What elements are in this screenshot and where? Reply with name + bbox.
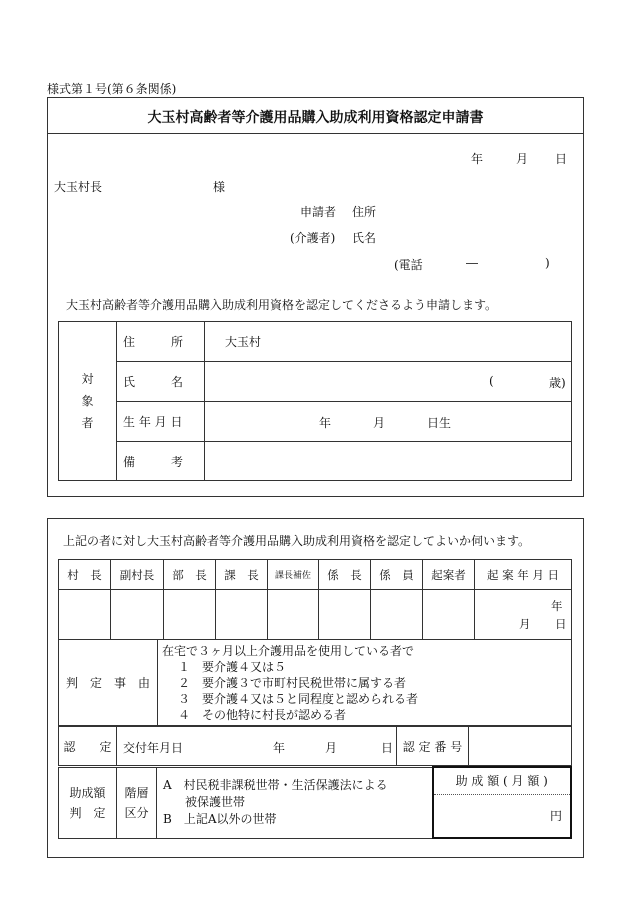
issue-day: 日 (381, 741, 394, 755)
judgment-item[interactable]: ２ 要介護３で市町村民税世帯に属する者 (178, 675, 407, 690)
tier-a-cont: 被保護世帯 (185, 795, 246, 809)
issue-year: 年 (273, 741, 286, 755)
subject-address-label: 住 所 (117, 322, 205, 362)
subject-table (58, 321, 572, 481)
approval-header: 副村長 (111, 560, 164, 590)
stamp-cell[interactable] (371, 590, 423, 640)
stamp-cell[interactable] (216, 590, 268, 640)
subject-char-2: 象 (81, 394, 94, 408)
form-number: 様式第１号(第６条関係) (47, 82, 177, 96)
date-day: 日 (555, 152, 568, 166)
stamp-cell[interactable] (268, 590, 319, 640)
approval-table (58, 559, 572, 640)
judgment-item[interactable]: ３ 要介護４又は５と同程度と認められる者 (178, 691, 419, 706)
subject-label-cell (59, 322, 117, 481)
draft-date-cell[interactable] (475, 590, 572, 640)
issue-date-label: 交付年月日 (123, 741, 184, 755)
issue-date-field[interactable] (117, 727, 397, 766)
subject-remarks-field[interactable] (205, 442, 572, 481)
judgment-item[interactable]: １ 要介護４又は５ (178, 659, 287, 674)
approval-header: 部 長 (164, 560, 216, 590)
stamp-cell[interactable] (423, 590, 475, 640)
phone-close: ) (545, 256, 550, 270)
phone-open: (電話 (394, 258, 423, 272)
approval-header: 起案者 (423, 560, 475, 590)
review-statement: 上記の者に対し大玉村高齢者等介護用品購入助成利用資格を認定してよいか伺います。 (63, 534, 531, 548)
subject-char-3: 者 (81, 416, 94, 430)
draft-year: 年 (551, 599, 563, 613)
approval-header: 係 員 (371, 560, 423, 590)
subject-address-value[interactable]: 大玉村 (205, 322, 572, 362)
approval-header: 課長補佐 (268, 560, 319, 590)
draft-day: 日 (555, 617, 567, 631)
subject-remarks-label: 備 考 (117, 442, 205, 481)
application-statement: 大玉村高齢者等介護用品購入助成利用資格を認定してくださるよう申請します。 (66, 298, 498, 312)
approval-date-table (58, 726, 572, 766)
date-month: 月 (516, 152, 529, 166)
judgment-intro: 在宅で３ヶ月以上介護用品を使用している者で (162, 643, 415, 658)
judgment-reasons (158, 640, 572, 726)
judgment-label: 判 定 事 由 (59, 640, 158, 726)
address-label: 住所 (352, 205, 377, 219)
approval-header: 係 長 (319, 560, 371, 590)
approval-header: 村 長 (59, 560, 111, 590)
phone-dash: ― (466, 256, 478, 270)
tier-b[interactable]: B 上記A以外の世帯 (163, 812, 277, 826)
tier-a[interactable]: A 村民税非課税世帯・生活保護法による (163, 778, 388, 792)
amount-unit: 円 (549, 809, 562, 823)
subject-name-field[interactable] (205, 362, 572, 402)
caregiver-label: (介護者) (290, 231, 336, 245)
issue-month: 月 (325, 741, 338, 755)
dob-day: 日生 (427, 416, 452, 430)
stamp-cell[interactable] (111, 590, 164, 640)
stamp-cell[interactable] (59, 590, 111, 640)
subject-dob-field[interactable] (205, 402, 572, 442)
applicant-label: 申請者 (300, 205, 337, 219)
cert-no-field[interactable] (469, 727, 572, 766)
subject-char-1: 対 (81, 372, 94, 386)
date-year: 年 (471, 152, 484, 166)
subsidy-label-1: 助成額 (69, 785, 106, 800)
approval-label: 認 定 (59, 727, 117, 766)
subject-dob-label: 生 年 月 日 (117, 402, 205, 442)
dob-month: 月 (373, 416, 386, 430)
amount-cell (433, 767, 572, 838)
form-title: 大玉村高齢者等介護用品購入助成利用資格認定申請書 (147, 110, 484, 126)
subsidy-label-2: 判 定 (69, 805, 106, 820)
age-open: ( (489, 374, 494, 388)
draft-month: 月 (519, 617, 531, 631)
tier-label-cell (117, 767, 157, 838)
judgment-table (58, 639, 572, 726)
name-label: 氏名 (352, 231, 377, 245)
subsidy-table (58, 766, 572, 839)
tier-label-2: 区分 (124, 805, 149, 820)
stamp-cell[interactable] (164, 590, 216, 640)
tier-label-1: 階層 (124, 785, 149, 800)
age-close: 歳) (549, 376, 566, 390)
stamp-cell[interactable] (319, 590, 371, 640)
approval-header: 課 長 (216, 560, 268, 590)
tier-options (157, 767, 433, 838)
approval-header: 起 案 年 月 日 (475, 560, 572, 590)
dob-year: 年 (319, 416, 332, 430)
addressee: 大玉村長 (54, 180, 103, 194)
honorific: 様 (213, 180, 226, 194)
amount-label: 助 成 額 ( 月 額 ) (434, 768, 571, 795)
subsidy-label-cell (59, 767, 117, 838)
judgment-item[interactable]: ４ その他特に村長が認める者 (178, 707, 347, 722)
cert-no-label: 認 定 番 号 (397, 727, 469, 766)
amount-field[interactable] (434, 795, 571, 837)
subject-name-label: 氏 名 (117, 362, 205, 402)
